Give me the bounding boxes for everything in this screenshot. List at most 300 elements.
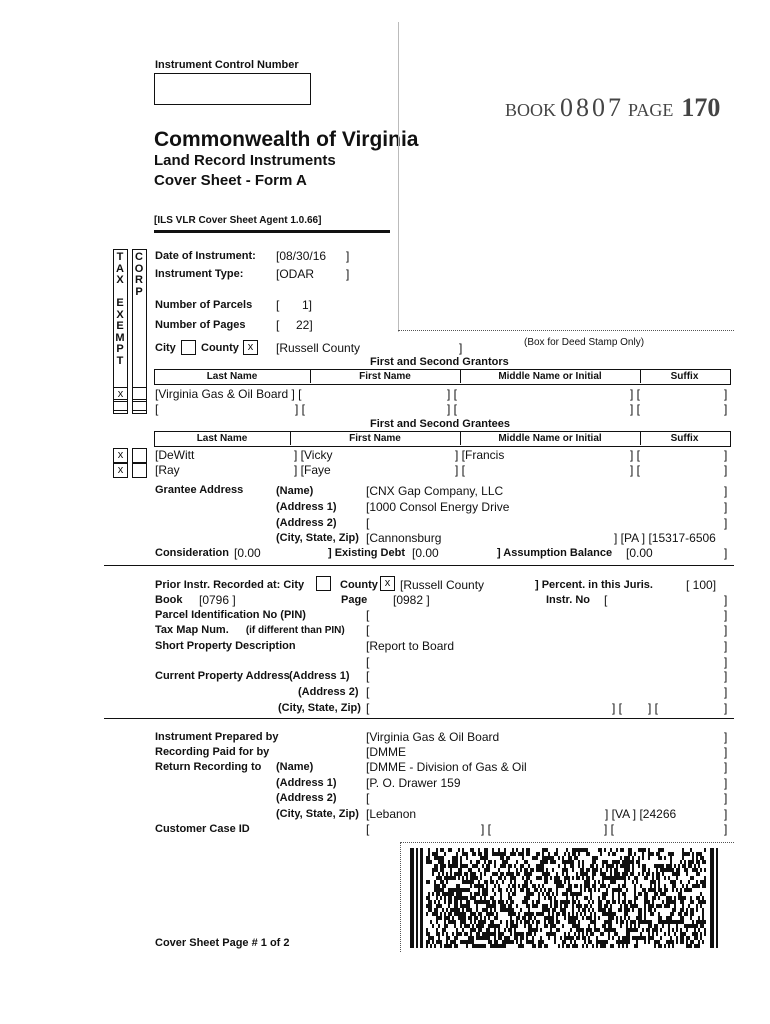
barcode-module xyxy=(440,912,442,916)
pdf417-barcode xyxy=(410,848,720,948)
grantee1-tax-exempt-checkbox[interactable]: x xyxy=(113,448,128,463)
barcode-module xyxy=(466,876,468,880)
barcode-module xyxy=(480,916,482,920)
barcode-module xyxy=(688,924,690,928)
barcode-module xyxy=(618,888,620,892)
barcode-module xyxy=(596,856,598,860)
barcode-module xyxy=(682,940,684,944)
barcode-module xyxy=(694,868,696,872)
barcode-module xyxy=(434,880,436,884)
barcode-module xyxy=(490,908,492,912)
barcode-module xyxy=(570,860,572,864)
barcode-module xyxy=(526,884,528,888)
paid-by-value: [DMME xyxy=(366,745,406,759)
barcode-module xyxy=(582,916,584,920)
barcode-module xyxy=(438,940,440,944)
barcode-module xyxy=(494,916,496,920)
barcode-module xyxy=(528,892,530,896)
barcode-module xyxy=(700,904,702,908)
prior-county-checkbox[interactable]: x xyxy=(380,576,395,591)
barcode-module xyxy=(440,864,442,868)
barcode-module xyxy=(602,924,604,928)
barcode-module xyxy=(486,928,488,932)
barcode-module xyxy=(476,884,478,888)
barcode-module xyxy=(516,940,518,944)
barcode-module xyxy=(586,876,588,880)
barcode-module xyxy=(682,904,684,908)
barcode-module xyxy=(656,892,658,896)
barcode-module xyxy=(594,912,596,916)
barcode-module xyxy=(484,860,486,864)
barcode-module xyxy=(566,944,568,948)
barcode-module xyxy=(548,912,550,916)
barcode-module xyxy=(530,916,532,920)
barcode-module xyxy=(428,900,430,904)
barcode-module xyxy=(696,872,698,876)
barcode-module xyxy=(692,940,694,944)
barcode-module xyxy=(544,856,546,860)
barcode-module xyxy=(442,928,444,932)
grantee1-last: [DeWitt xyxy=(155,448,195,462)
barcode-module xyxy=(436,888,438,892)
barcode-module xyxy=(498,928,500,932)
barcode-module xyxy=(560,880,562,884)
barcode-module xyxy=(700,920,702,924)
grantee-csz-label: (City, State, Zip) xyxy=(276,532,359,544)
barcode-module xyxy=(694,864,696,868)
barcode-module xyxy=(604,904,606,908)
assumption-balance-value: [0.00 xyxy=(626,546,653,560)
barcode-module xyxy=(522,884,524,888)
bracket: ] xyxy=(724,639,728,653)
barcode-module xyxy=(492,880,494,884)
grantor2-tax-exempt-checkbox[interactable] xyxy=(113,399,128,414)
barcode-module xyxy=(698,928,700,932)
barcode-module xyxy=(624,900,626,904)
barcode-module xyxy=(462,848,464,852)
barcode-module xyxy=(612,944,614,948)
barcode-module xyxy=(514,884,516,888)
parcels-label: Number of Parcels xyxy=(155,299,253,311)
barcode-module xyxy=(500,892,502,896)
barcode-module xyxy=(514,892,516,896)
barcode-module xyxy=(448,904,450,908)
grantor1-tax-exempt-checkbox[interactable]: x xyxy=(113,387,128,402)
barcode-module xyxy=(478,892,480,896)
barcode-module xyxy=(594,872,596,876)
barcode-module xyxy=(654,944,656,948)
barcode-module xyxy=(672,872,674,876)
barcode-module xyxy=(470,848,472,852)
barcode-module xyxy=(500,896,502,900)
barcode-module xyxy=(604,884,606,888)
barcode-module xyxy=(572,864,574,868)
barcode-module xyxy=(494,940,496,944)
barcode-module xyxy=(658,876,660,880)
barcode-module xyxy=(458,892,460,896)
barcode-module xyxy=(598,904,600,908)
barcode-module xyxy=(690,908,692,912)
city-label: City xyxy=(155,342,176,354)
barcode-module xyxy=(538,944,540,948)
barcode-module xyxy=(478,932,480,936)
barcode-module xyxy=(508,884,510,888)
barcode-module xyxy=(698,916,700,920)
barcode-module xyxy=(684,912,686,916)
barcode-module xyxy=(640,936,642,940)
barcode-module xyxy=(430,904,432,908)
barcode-module xyxy=(550,924,552,928)
barcode-module xyxy=(588,876,590,880)
barcode-module xyxy=(664,944,666,948)
barcode-module xyxy=(614,868,616,872)
barcode-module xyxy=(576,892,578,896)
barcode-module xyxy=(506,936,508,940)
barcode-module xyxy=(608,928,610,932)
barcode-module xyxy=(510,920,512,924)
bracket: ] xyxy=(724,685,728,699)
grantee-addr2-value: [ xyxy=(366,516,370,530)
barcode-module xyxy=(566,872,568,876)
barcode-module xyxy=(464,888,466,892)
barcode-module xyxy=(522,936,524,940)
barcode-module xyxy=(604,908,606,912)
barcode-module xyxy=(434,852,436,856)
barcode-module xyxy=(554,876,556,880)
barcode-module xyxy=(544,876,546,880)
barcode-module xyxy=(674,880,676,884)
barcode-module xyxy=(682,896,684,900)
barcode-module xyxy=(494,928,496,932)
barcode-module xyxy=(568,860,570,864)
barcode-module xyxy=(516,920,518,924)
bracket: [ xyxy=(366,685,370,699)
barcode-module xyxy=(544,860,546,864)
barcode-module xyxy=(456,900,458,904)
barcode-module xyxy=(516,868,518,872)
barcode-module xyxy=(582,864,584,868)
barcode-module xyxy=(574,932,576,936)
barcode-module xyxy=(574,944,576,948)
barcode-module xyxy=(616,848,618,852)
barcode-module xyxy=(648,852,650,856)
barcode-module xyxy=(482,888,484,892)
barcode-module xyxy=(498,876,500,880)
barcode-module xyxy=(610,920,612,924)
barcode-module xyxy=(568,944,570,948)
barcode-module xyxy=(478,900,480,904)
barcode-module xyxy=(670,912,672,916)
barcode-module xyxy=(702,908,704,912)
barcode-module xyxy=(682,864,684,868)
barcode-module xyxy=(468,868,470,872)
barcode-module xyxy=(514,888,516,892)
barcode-module xyxy=(528,876,530,880)
barcode-module xyxy=(576,924,578,928)
barcode-module xyxy=(686,868,688,872)
bracket: ] [ xyxy=(630,463,641,477)
barcode-module xyxy=(428,940,430,944)
barcode-module xyxy=(600,848,602,852)
barcode-module xyxy=(674,872,676,876)
barcode-module xyxy=(636,860,638,864)
prior-city-checkbox[interactable] xyxy=(316,576,331,591)
barcode-module xyxy=(682,932,684,936)
barcode-module xyxy=(452,856,454,860)
barcode-module xyxy=(492,852,494,856)
barcode-module xyxy=(644,892,646,896)
barcode-module xyxy=(520,864,522,868)
barcode-module xyxy=(442,856,444,860)
barcode-module xyxy=(650,904,652,908)
grantee-addr1-value: [1000 Consol Energy Drive xyxy=(366,500,510,514)
barcode-module xyxy=(454,860,456,864)
barcode-module xyxy=(494,852,496,856)
page-stamp-word: PAGE xyxy=(628,100,674,120)
barcode-module xyxy=(614,876,616,880)
barcode-module xyxy=(624,872,626,876)
barcode-module xyxy=(572,868,574,872)
barcode-module xyxy=(456,856,458,860)
barcode-module xyxy=(458,876,460,880)
tax-letter: A xyxy=(116,262,124,275)
barcode-module xyxy=(650,908,652,912)
barcode-module xyxy=(432,892,434,896)
barcode-module xyxy=(664,884,666,888)
city-checkbox[interactable] xyxy=(181,340,196,355)
barcode-module xyxy=(530,868,532,872)
deed-stamp-note: (Box for Deed Stamp Only) xyxy=(524,337,645,348)
barcode-module xyxy=(452,920,454,924)
barcode-module xyxy=(672,928,674,932)
percent-label: ] Percent. in this Juris. xyxy=(535,579,653,591)
barcode-module xyxy=(606,892,608,896)
barcode-module xyxy=(492,888,494,892)
barcode-module xyxy=(528,852,530,856)
barcode-module xyxy=(674,864,676,868)
barcode-module xyxy=(444,892,446,896)
barcode-module xyxy=(562,912,564,916)
barcode-module xyxy=(428,860,430,864)
barcode-module xyxy=(608,852,610,856)
type-value: [ODAR xyxy=(276,267,315,281)
barcode-module xyxy=(540,928,542,932)
barcode-module xyxy=(426,860,428,864)
barcode-module xyxy=(518,872,520,876)
bracket: ] [ xyxy=(295,402,306,416)
barcode-module xyxy=(658,852,660,856)
bracket: ] xyxy=(724,463,728,477)
barcode-module xyxy=(668,900,670,904)
barcode-module xyxy=(436,864,438,868)
barcode-module xyxy=(612,896,614,900)
barcode-module xyxy=(688,880,690,884)
barcode-module xyxy=(600,944,602,948)
barcode-module xyxy=(680,920,682,924)
barcode-module xyxy=(484,916,486,920)
grantor2-corp-checkbox[interactable] xyxy=(132,399,147,414)
barcode-module xyxy=(572,912,574,916)
barcode-module xyxy=(502,908,504,912)
grantee1-corp-checkbox[interactable] xyxy=(132,448,147,463)
barcode-module xyxy=(532,940,534,944)
barcode-module xyxy=(532,900,534,904)
barcode-module xyxy=(528,848,530,852)
barcode-module xyxy=(584,884,586,888)
barcode-module xyxy=(582,908,584,912)
barcode-module xyxy=(660,888,662,892)
barcode-module xyxy=(676,876,678,880)
barcode-module xyxy=(512,872,514,876)
barcode-module xyxy=(640,848,642,852)
barcode-module xyxy=(592,920,594,924)
barcode-module xyxy=(450,876,452,880)
barcode-module xyxy=(660,944,662,948)
barcode-module xyxy=(458,908,460,912)
barcode-module xyxy=(662,900,664,904)
barcode-module xyxy=(514,876,516,880)
barcode-module xyxy=(634,884,636,888)
barcode-module xyxy=(656,924,658,928)
barcode-module xyxy=(580,892,582,896)
barcode-module xyxy=(532,892,534,896)
cpa-addr1-label: (Address 1) xyxy=(289,670,350,682)
barcode-module xyxy=(658,904,660,908)
barcode-module xyxy=(646,876,648,880)
barcode-module xyxy=(668,928,670,932)
barcode-module xyxy=(436,904,438,908)
barcode-module xyxy=(660,864,662,868)
barcode-module xyxy=(670,896,672,900)
barcode-module xyxy=(524,916,526,920)
barcode-module xyxy=(484,896,486,900)
barcode-module xyxy=(478,936,480,940)
barcode-module xyxy=(538,912,540,916)
barcode-module xyxy=(698,864,700,868)
barcode-module xyxy=(584,872,586,876)
barcode-module xyxy=(644,896,646,900)
consideration-value: [0.00 xyxy=(234,546,261,560)
barcode-module xyxy=(620,924,622,928)
barcode-module xyxy=(630,924,632,928)
barcode-module xyxy=(476,904,478,908)
control-number-box xyxy=(154,73,311,105)
barcode-module xyxy=(604,860,606,864)
barcode-module xyxy=(488,940,490,944)
barcode-module xyxy=(700,868,702,872)
barcode-module xyxy=(676,924,678,928)
county-checkbox[interactable]: x xyxy=(243,340,258,355)
barcode-module xyxy=(446,916,448,920)
barcode-module xyxy=(628,936,630,940)
barcode-module xyxy=(434,864,436,868)
barcode-module xyxy=(668,896,670,900)
barcode-module xyxy=(696,924,698,928)
barcode-module xyxy=(534,928,536,932)
barcode-module xyxy=(480,920,482,924)
barcode-module xyxy=(598,848,600,852)
barcode-module xyxy=(688,944,690,948)
barcode-module xyxy=(546,892,548,896)
grantee2-tax-exempt-checkbox[interactable]: x xyxy=(113,463,128,478)
barcode-module xyxy=(486,936,488,940)
barcode-module xyxy=(590,904,592,908)
barcode-module xyxy=(674,920,676,924)
barcode-module xyxy=(470,868,472,872)
barcode-module xyxy=(604,924,606,928)
barcode-module xyxy=(434,908,436,912)
barcode-module xyxy=(594,924,596,928)
barcode-module xyxy=(440,876,442,880)
barcode-module xyxy=(532,912,534,916)
barcode-module xyxy=(478,852,480,856)
barcode-module xyxy=(554,940,556,944)
barcode-module xyxy=(460,896,462,900)
barcode-module xyxy=(598,896,600,900)
barcode-module xyxy=(436,916,438,920)
barcode-module xyxy=(644,876,646,880)
barcode-module xyxy=(622,848,624,852)
barcode-module xyxy=(540,940,542,944)
barcode-module xyxy=(454,908,456,912)
barcode-module xyxy=(528,924,530,928)
barcode-module xyxy=(528,928,530,932)
barcode-module xyxy=(590,912,592,916)
barcode-module xyxy=(598,940,600,944)
barcode-module xyxy=(522,864,524,868)
barcode-module xyxy=(428,908,430,912)
barcode-module xyxy=(508,864,510,868)
barcode-module xyxy=(586,880,588,884)
barcode-module xyxy=(504,944,506,948)
barcode-module xyxy=(632,928,634,932)
barcode-start-bar xyxy=(420,848,423,948)
barcode-module xyxy=(510,932,512,936)
barcode-module xyxy=(622,936,624,940)
barcode-module xyxy=(590,864,592,868)
barcode-module xyxy=(474,892,476,896)
barcode-module xyxy=(616,860,618,864)
barcode-module xyxy=(494,924,496,928)
barcode-module xyxy=(494,944,496,948)
barcode-module xyxy=(690,896,692,900)
barcode-module xyxy=(454,872,456,876)
barcode-module xyxy=(606,888,608,892)
barcode-module xyxy=(448,900,450,904)
barcode-module xyxy=(680,860,682,864)
barcode-module xyxy=(550,932,552,936)
barcode-module xyxy=(624,864,626,868)
grantee2-corp-checkbox[interactable] xyxy=(132,463,147,478)
barcode-module xyxy=(450,864,452,868)
barcode-module xyxy=(606,900,608,904)
barcode-module xyxy=(604,848,606,852)
barcode-module xyxy=(640,892,642,896)
barcode-module xyxy=(454,920,456,924)
barcode-module xyxy=(686,928,688,932)
exempt-letter: M xyxy=(115,331,125,344)
barcode-module xyxy=(528,940,530,944)
barcode-module xyxy=(538,868,540,872)
barcode-module xyxy=(524,860,526,864)
barcode-module xyxy=(682,916,684,920)
barcode-module xyxy=(508,872,510,876)
barcode-module xyxy=(536,900,538,904)
barcode-module xyxy=(548,892,550,896)
barcode-module xyxy=(508,912,510,916)
barcode-module xyxy=(588,908,590,912)
return-name-label: (Name) xyxy=(276,761,314,773)
